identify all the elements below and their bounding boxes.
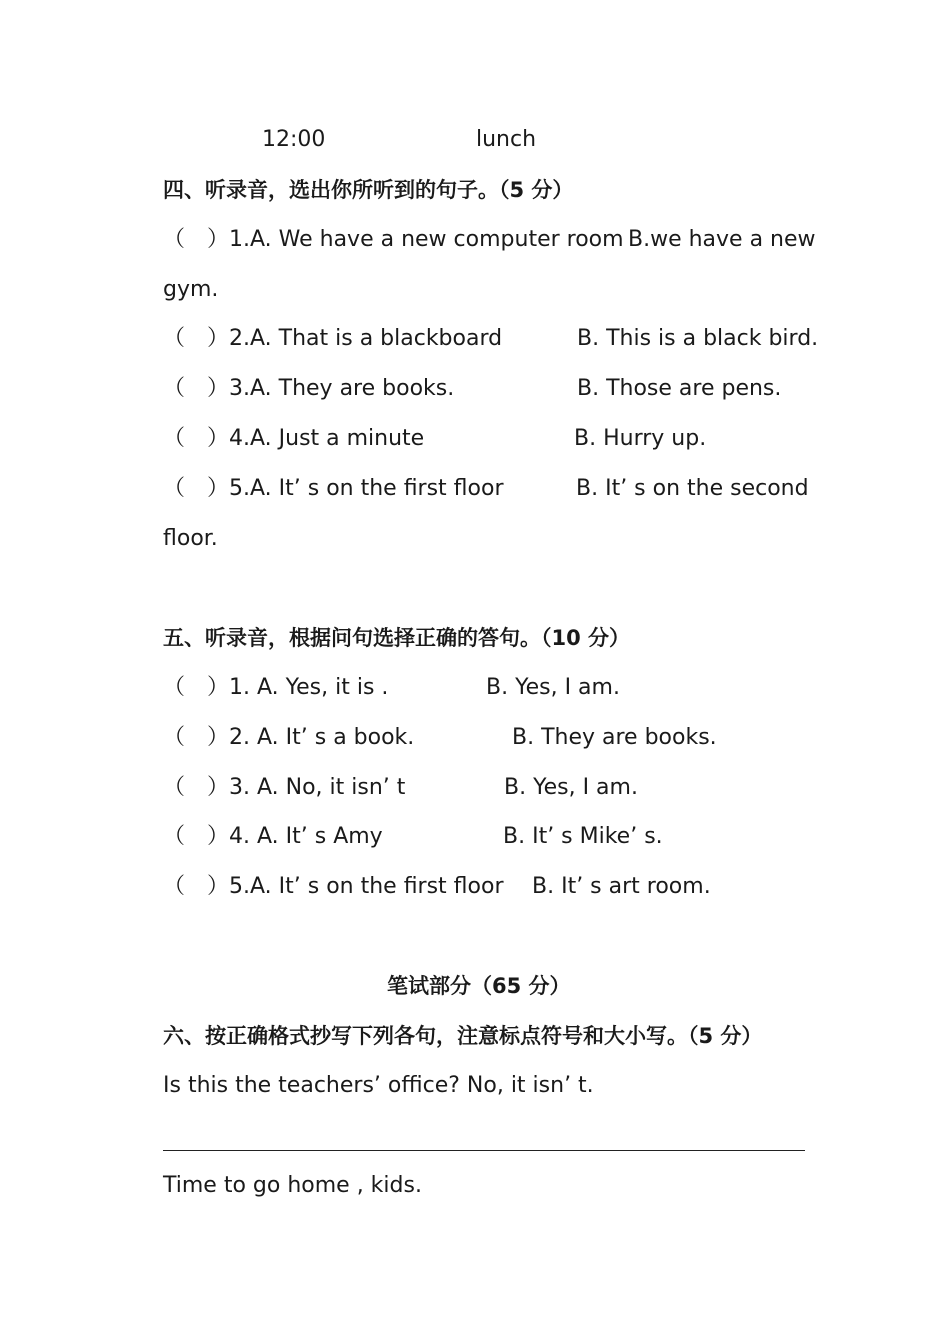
section5-item-1-b: B. Yes, I am. [486,675,620,700]
section5-item-1-a: （ ）1. A. Yes, it is . [163,675,389,700]
schedule-time: 12:00 [262,127,326,152]
section4-item-3-a: （ ）3.A. They are books. [163,376,455,401]
section4-item-1-a: （ ）1.A. We have a new computer room [163,227,624,252]
section4-item-2-b: B. This is a black bird. [577,326,819,351]
section6-sentence-2: Time to go home , kids. [163,1173,422,1198]
section4-item-5-cont: floor. [163,526,218,551]
section4-item-1-b: B.we have a new [628,227,816,252]
section5-item-5-b: B. It’ s art room. [532,874,711,899]
answer-writing-line [163,1150,805,1151]
section4-item-5-a: （ ）5.A. It’ s on the first floor [163,476,504,501]
schedule-activity: lunch [476,127,537,152]
section5-item-4-b: B. It’ s Mike’ s. [503,824,663,849]
section6-sentence-1: Is this the teachers’ office? No, it isn’ t. [163,1073,594,1098]
section6-heading: 六、按正确格式抄写下列各句，注意标点符号和大小写。（5 分） [163,1024,763,1048]
section5-item-2-b: B. They are books. [512,725,717,750]
section5-item-2-a: （ ）2. A. It’ s a book. [163,725,415,750]
section4-item-4-b: B. Hurry up. [574,426,707,451]
section4-item-5-b: B. It’ s on the second [576,476,809,501]
section4-heading: 四、听录音，选出你所听到的句子。（5 分） [163,178,574,202]
section5-item-4-a: （ ）4. A. It’ s Amy [163,824,383,849]
section5-item-3-b: B. Yes, I am. [504,775,638,800]
section5-item-3-a: （ ）3. A. No, it isn’ t [163,775,406,800]
section4-item-3-b: B. Those are pens. [577,376,782,401]
section4-item-4-a: （ ）4.A. Just a minute [163,426,425,451]
section4-item-1-cont: gym. [163,277,219,302]
written-part-title: 笔试部分（65 分） [387,974,571,998]
section4-item-2-a: （ ）2.A. That is a blackboard [163,326,503,351]
section5-item-5-a: （ ）5.A. It’ s on the first floor [163,874,504,899]
section5-heading: 五、听录音，根据问句选择正确的答句。（10 分） [163,626,631,650]
